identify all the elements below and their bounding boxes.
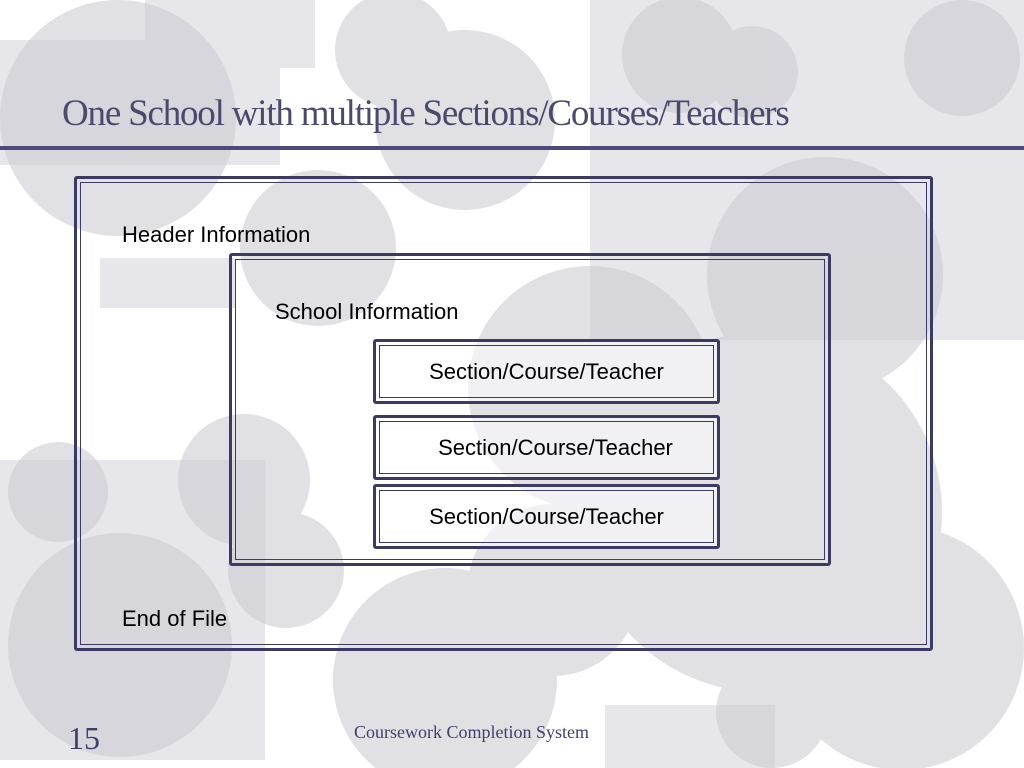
- section-course-teacher-box: [373, 484, 720, 549]
- section-course-teacher-label: Section/Course/Teacher: [438, 434, 673, 460]
- section-course-teacher-label: Section/Course/Teacher: [429, 503, 664, 529]
- slide-number: 15: [68, 720, 100, 756]
- footer-title: Coursework Completion System: [354, 722, 589, 742]
- title-divider: [0, 146, 1024, 150]
- section-course-teacher-box: [373, 415, 720, 480]
- section-course-teacher-box: [373, 339, 720, 404]
- section-course-teacher-label: Section/Course/Teacher: [429, 358, 664, 384]
- end-of-file-label: End of File: [122, 606, 228, 631]
- slide-title: One School with multiple Sections/Courses/Teachers: [62, 93, 789, 134]
- header-information-label: Header Information: [122, 222, 311, 247]
- school-information-label: School Information: [275, 299, 459, 324]
